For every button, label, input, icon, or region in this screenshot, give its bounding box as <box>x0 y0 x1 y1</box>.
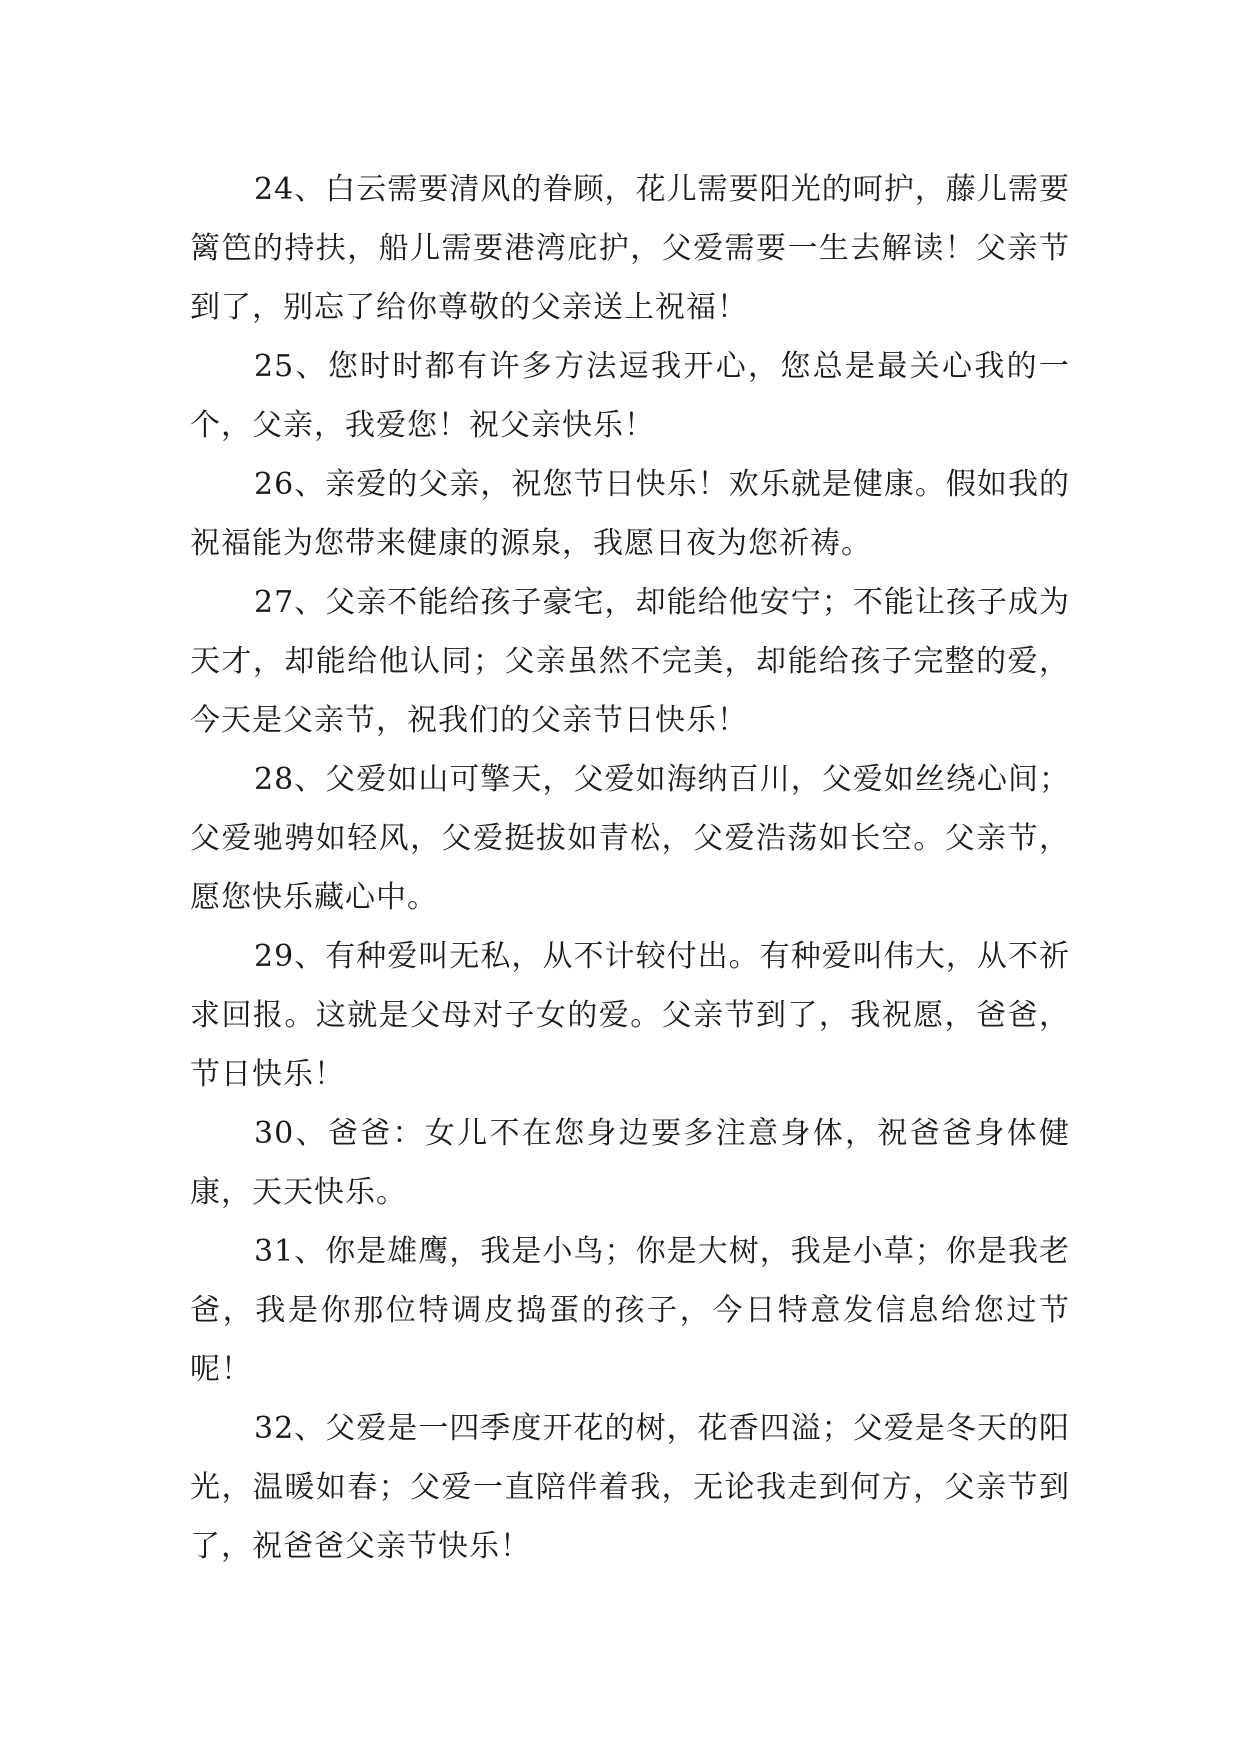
paragraph-28: 28、父爱如山可擎天，父爱如海纳百川，父爱如丝绕心间；父爱驰骋如轻风，父爱挺拔如青松，父爱浩荡如长空。父亲节，愿您快乐藏心中。 <box>190 762 1070 915</box>
document-body <box>190 160 1070 1576</box>
paragraph-31: 31、你是雄鹰，我是小鸟；你是大树，我是小草；你是我老爸，我是你那位特调皮捣蛋的孩子，今日特意发信息给您过节呢！ <box>190 1234 1070 1387</box>
paragraph-29: 29、有种爱叫无私，从不计较付出。有种爱叫伟大，从不祈求回报。这就是父母对子女的爱。父亲节到了，我祝愿，爸爸，节日快乐！ <box>190 939 1070 1092</box>
paragraph-26: 26、亲爱的父亲，祝您节日快乐！欢乐就是健康。假如我的祝福能为您带来健康的源泉，我愿日夜为您祈祷。 <box>190 467 1070 561</box>
paragraph-30: 30、爸爸：女儿不在您身边要多注意身体，祝爸爸身体健康，天天快乐。 <box>190 1116 1070 1210</box>
paragraph-25: 25、您时时都有许多方法逗我开心，您总是最关心我的一个，父亲，我爱您！祝父亲快乐！ <box>190 349 1070 443</box>
paragraph-27: 27、父亲不能给孩子豪宅，却能给他安宁；不能让孩子成为天才，却能给他认同；父亲虽然不完美，却能给孩子完整的爱，今天是父亲节，祝我们的父亲节日快乐！ <box>190 585 1070 738</box>
paragraph-24: 24、白云需要清风的眷顾，花儿需要阳光的呵护，藤儿需要篱笆的持扶，船儿需要港湾庇护，父爱需要一生去解读！父亲节到了，别忘了给你尊敬的父亲送上祝福！ <box>190 172 1070 325</box>
paragraph-32: 32、父爱是一四季度开花的树，花香四溢；父爱是冬天的阳光，温暖如春；父爱一直陪伴着我，无论我走到何方，父亲节到了，祝爸爸父亲节快乐！ <box>190 1411 1070 1564</box>
